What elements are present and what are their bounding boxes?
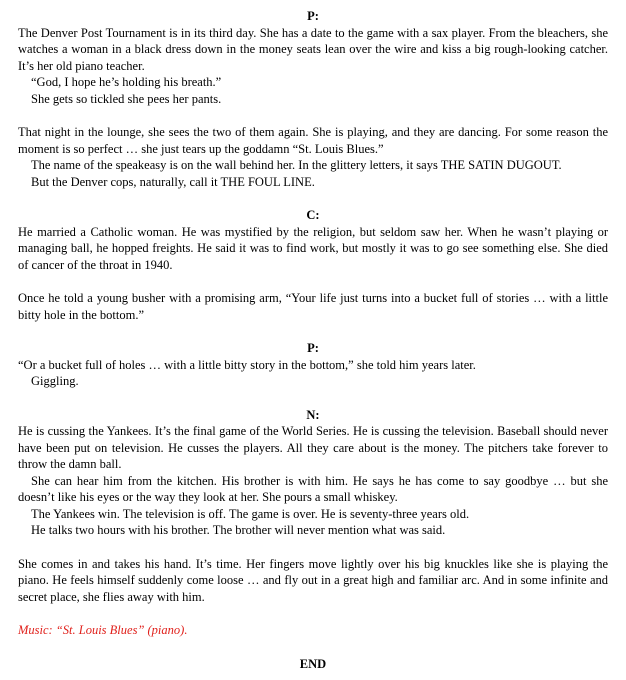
end-label: END	[299, 656, 327, 671]
music-cue: Music: “St. Louis Blues” (piano).	[18, 623, 188, 637]
speaker-label: C:	[306, 208, 320, 222]
speaker-label: P:	[307, 9, 319, 23]
paragraph: The Yankees win. The television is off. The game is over. He is seventy-three years old.	[31, 506, 470, 521]
paragraph: She comes in and takes his hand. It’s time. Her fingers move lightly over his big knuckles like she is playing the piano. He feels himself suddenly come loose … and fly out in a great high and familiar arc. And in some infinite and secret place, she flies away with him.	[18, 556, 608, 604]
paragraph: “Or a bucket full of holes … with a little bitty story in the bottom,” she told him years later.	[18, 357, 476, 372]
paragraph: She gets so tickled she pees her pants.	[31, 91, 222, 106]
script-page	[18, 8, 608, 672]
paragraph: “God, I hope he’s holding his breath.”	[31, 75, 222, 89]
speaker-label: P:	[307, 341, 319, 355]
paragraph: Giggling.	[31, 374, 79, 388]
paragraph: That night in the lounge, she sees the two of them again. She is playing, and they are dancing. For some reason the moment is so perfect … she just tears up the goddamn “St. Louis Blues.”	[18, 125, 608, 156]
paragraph: He married a Catholic woman. He was mystified by the religion, but seldom saw her. When he wasn’t playing or managing ball, he hopped freights. He said it was to find work, but mostly it was to go see something else. She died of cancer of the throat in 1940.	[18, 224, 608, 272]
paragraph: But the Denver cops, naturally, call it THE FOUL LINE.	[31, 174, 315, 189]
paragraph: She can hear him from the kitchen. His brother is with him. He says he has come to say goodbye … but she doesn’t like his eyes or the way they look at her. She pours a small whiskey.	[18, 473, 608, 504]
paragraph: He is cussing the Yankees. It’s the final game of the World Series. He is cussing the television. Baseball should never have been put on television. He cusses the players. All they care about is the money. The pitchers take forever to throw the damn ball.	[18, 424, 608, 471]
paragraph: He talks two hours with his brother. The brother will never mention what was said.	[31, 523, 446, 537]
paragraph: Once he told a young busher with a promising arm, “Your life just turns into a bucket full of stories … with a little bitty hole in the bottom.”	[18, 291, 608, 322]
paragraph: The name of the speakeasy is on the wall behind her. In the glittery letters, it says THE SATIN DUGOUT.	[31, 158, 562, 172]
paragraph: The Denver Post Tournament is in its third day. She has a date to the game with a sax player. From the bleachers, she watches a woman in a black dress down in the money seats lean over the wire and kiss a big rough-looking catcher. It’s her old piano teacher.	[18, 25, 608, 73]
speaker-label: N:	[306, 407, 320, 422]
